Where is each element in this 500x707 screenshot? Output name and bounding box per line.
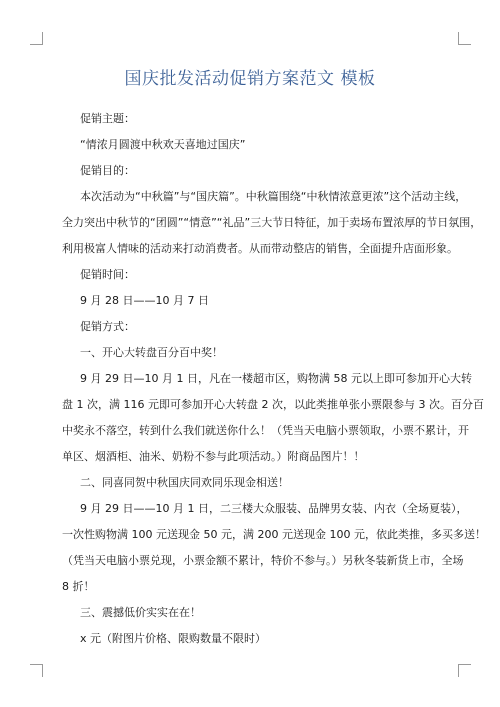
document-title: 国庆批发活动促销方案范文 模板 bbox=[124, 69, 376, 89]
paragraph-line: 一次性购物满 100 元送现金 50 元，满 200 元送现金 100 元，依此类推，多买多送！ bbox=[62, 528, 486, 541]
paragraph-line: 利用极富人情味的活动来打动消费者。从而带动整店的销售，全面提升店面形象。 bbox=[62, 242, 458, 255]
page-corner-mark-top-left bbox=[30, 32, 43, 45]
paragraph-line: 盘 1 次，满 116 元即可参加开心大转盘 2 次，以此类推单张小票限参与 3 次。百分百 bbox=[62, 398, 484, 411]
paragraph-line: （凭当天电脑小票兑现，小票金额不累计，特价不参与。）另秋冬装新货上市，全场 bbox=[62, 554, 464, 567]
paragraph-line: 中奖永不落空，转到什么我们就送你什么！（凭当天电脑小票领取，小票不累计，开 bbox=[62, 424, 469, 437]
paragraph-line: 促销主题： bbox=[80, 112, 135, 125]
paragraph-line: 8 折！ bbox=[62, 580, 95, 593]
paragraph-line: 三、震撼低价实实在在！ bbox=[80, 606, 201, 619]
page-corner-mark-bottom-left bbox=[30, 664, 43, 677]
document-body bbox=[62, 106, 486, 652]
paragraph-line: 二、同喜同贺中秋国庆同欢同乐现金相送！ bbox=[80, 476, 289, 489]
paragraph-line: 单区、烟酒柜、油米、奶粉不参与此项活动。）附商品图片！！ bbox=[62, 450, 365, 463]
paragraph-line: 促销时间： bbox=[80, 268, 135, 281]
paragraph-line: “情浓月圆渡中秋欢天喜地过国庆” bbox=[80, 138, 246, 151]
paragraph-line: 一、开心大转盘百分百中奖！ bbox=[80, 346, 223, 359]
page-corner-mark-bottom-right bbox=[458, 664, 471, 677]
paragraph-line: 9 月 29 日—10 月 1 日，凡在一楼超市区，购物满 58 元以上即可参加开心大转 bbox=[80, 372, 472, 385]
paragraph-line: 促销方式： bbox=[80, 320, 135, 333]
paragraph-line: x 元（附图片价格、限购数量不限时） bbox=[80, 632, 267, 645]
paragraph-line: 9 月 28 日——10 月 7 日 bbox=[80, 294, 209, 307]
paragraph-line: 促销目的： bbox=[80, 164, 135, 177]
paragraph-line: 9 月 29 日——10 月 1 日，二三楼大众服装、品牌男女装、内衣（全场夏装）， bbox=[80, 502, 468, 515]
page-corner-mark-top-right bbox=[458, 32, 471, 45]
paragraph-line: 本次活动为“中秋篇”与“国庆篇”。中秋篇围绕“中秋情浓意更浓”这个活动主线， bbox=[80, 190, 467, 203]
paragraph-line: 全力突出中秋节的“团圆”“情意”“礼品”三大节日特征，加于卖场布置浓厚的节日氛围， bbox=[62, 216, 482, 229]
